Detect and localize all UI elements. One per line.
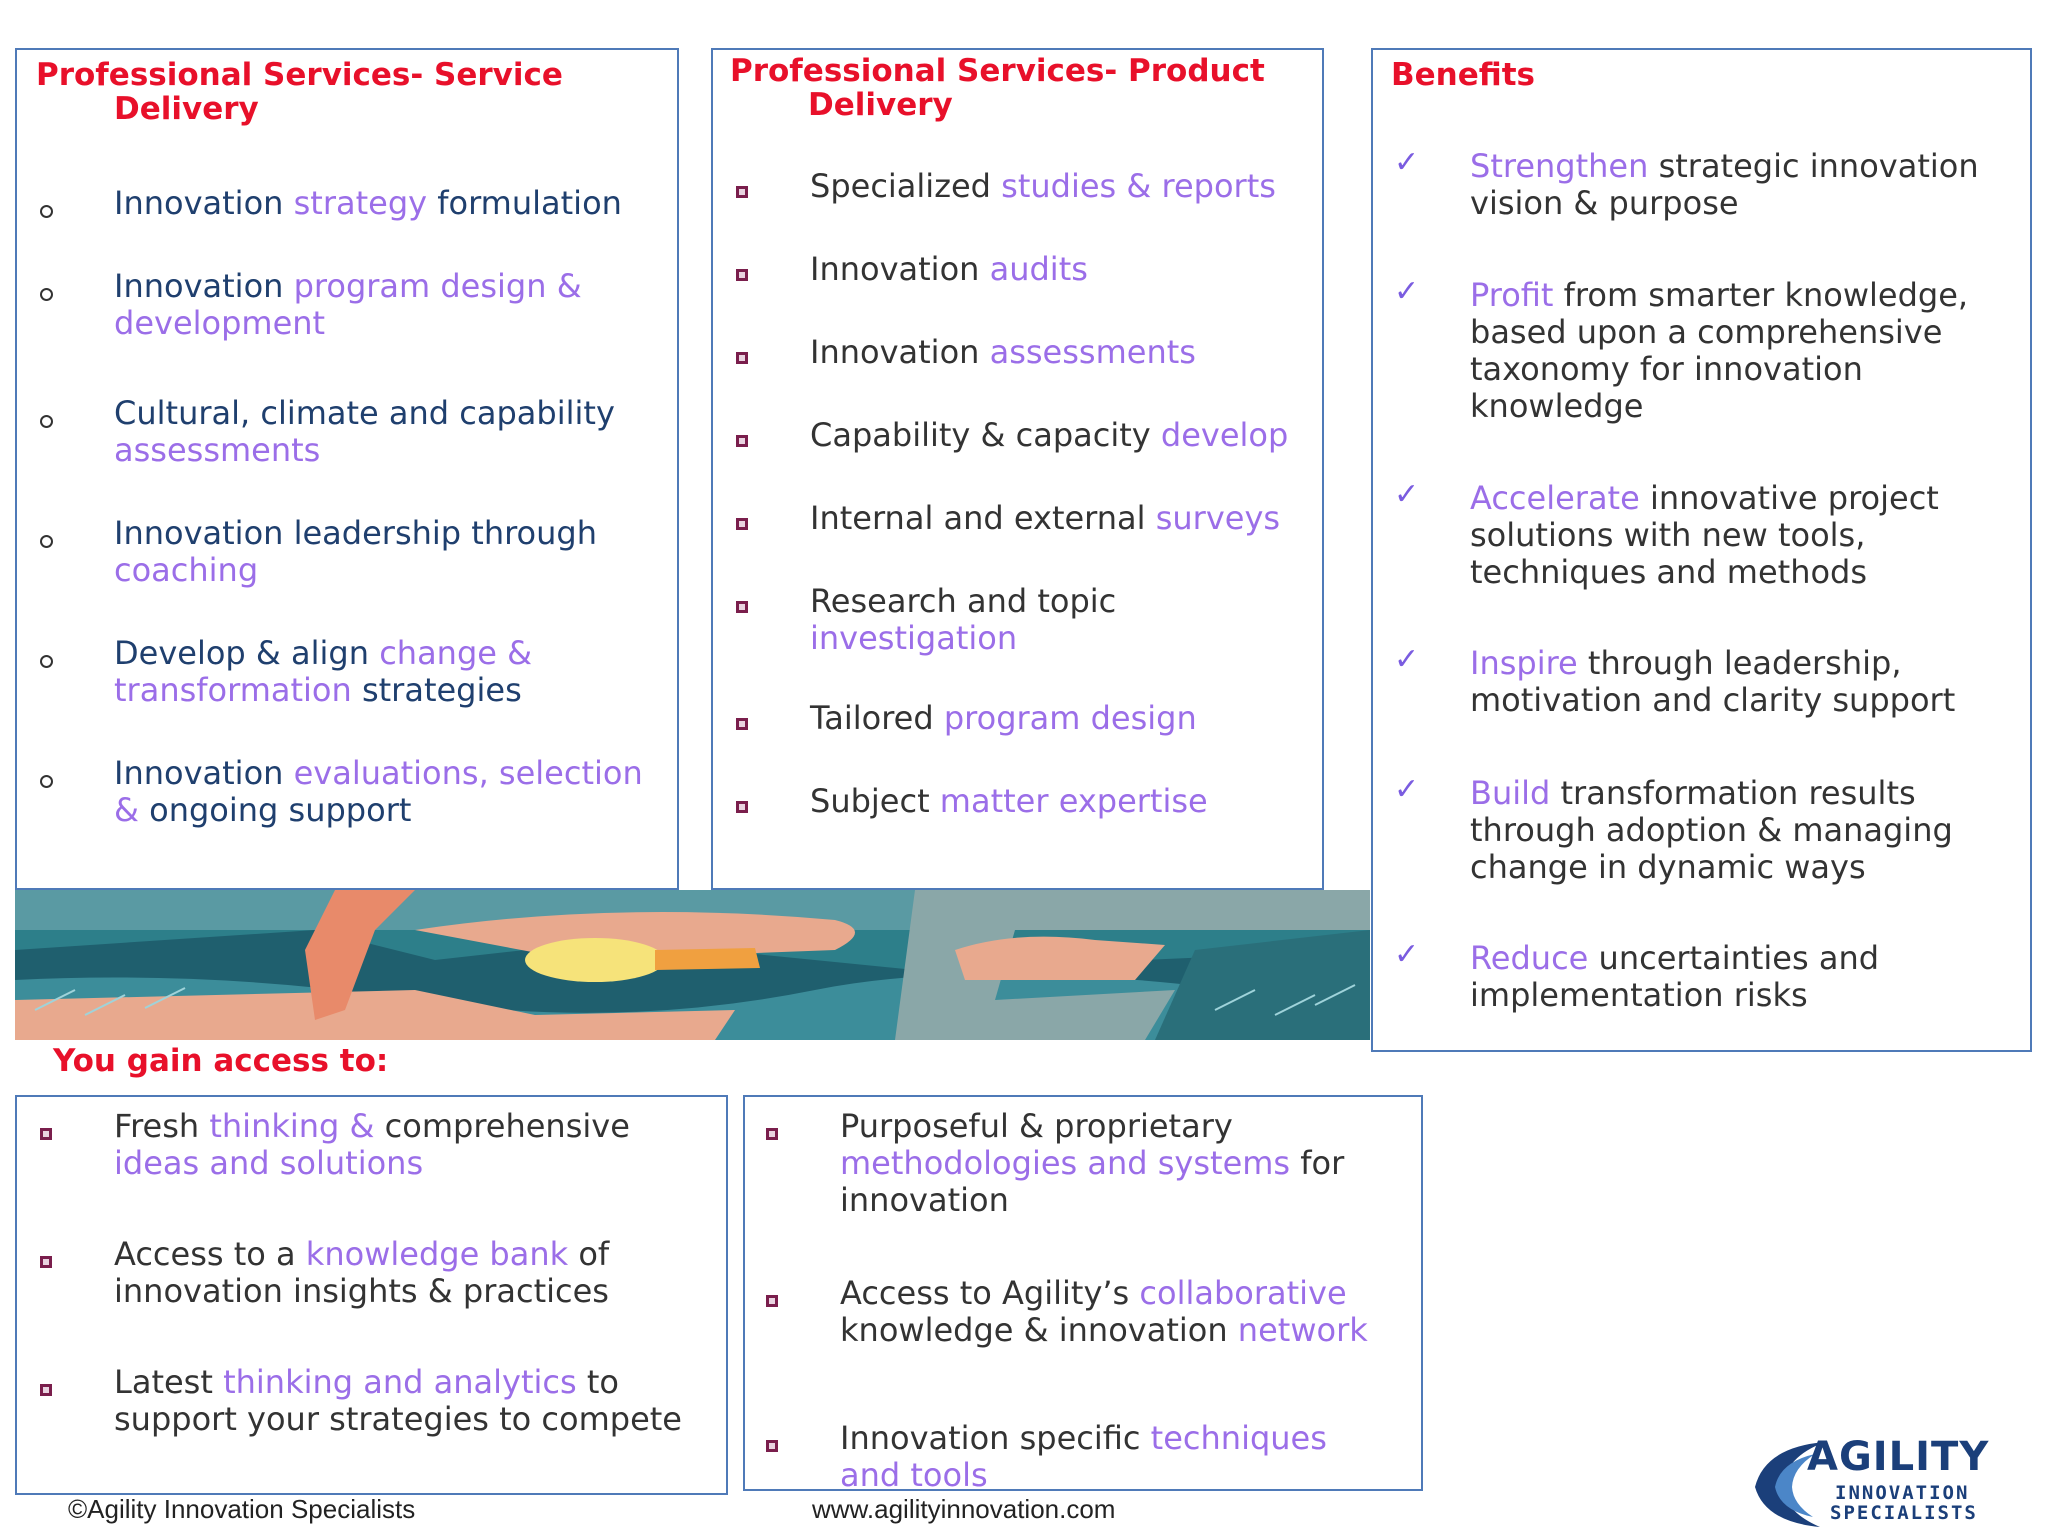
text-line bbox=[840, 1420, 1327, 1457]
highlight-text: program design bbox=[943, 699, 1197, 737]
product-delivery-item bbox=[810, 168, 1276, 205]
text-line bbox=[810, 500, 1280, 537]
text-line bbox=[1470, 775, 1953, 812]
checkmark-icon: ✓ bbox=[1394, 145, 1420, 180]
highlight-text: matter expertise bbox=[939, 782, 1208, 820]
service-delivery-item bbox=[114, 185, 622, 222]
highlight-text: techniques bbox=[1150, 1419, 1327, 1457]
text-line bbox=[114, 635, 532, 672]
bullet-square-icon bbox=[736, 435, 748, 447]
text-line bbox=[1470, 940, 1879, 977]
benefits-title: Benefits bbox=[1391, 57, 1535, 93]
text-line bbox=[114, 1401, 682, 1438]
text-line bbox=[1470, 517, 1939, 554]
bullet-circle-icon bbox=[40, 415, 53, 428]
text: Purposeful & proprietary bbox=[840, 1107, 1233, 1145]
text-line bbox=[114, 515, 597, 552]
bullet-square-icon bbox=[736, 801, 748, 813]
highlight-text: assessments bbox=[989, 333, 1196, 371]
highlight-text: change & bbox=[379, 634, 533, 672]
text: knowledge & innovation bbox=[840, 1311, 1238, 1349]
agility-logo bbox=[1745, 1432, 1990, 1532]
benefit-item bbox=[1470, 277, 1968, 425]
highlight-text: Build bbox=[1470, 774, 1551, 812]
bullet-square-icon bbox=[766, 1440, 778, 1452]
highlight-text: strategy bbox=[293, 184, 428, 222]
bullet-circle-icon bbox=[40, 288, 53, 301]
text-line bbox=[840, 1275, 1368, 1312]
text: uncertainties and bbox=[1588, 939, 1880, 977]
highlight-text: coaching bbox=[114, 551, 259, 589]
checkmark-icon: ✓ bbox=[1394, 642, 1420, 677]
footer-copyright: ©Agility Innovation Specialists bbox=[68, 1494, 416, 1524]
text-line bbox=[114, 755, 643, 792]
text-line bbox=[1470, 812, 1953, 849]
text: strategic innovation bbox=[1648, 147, 1979, 185]
bullet-square-icon bbox=[736, 352, 748, 364]
text: transformation results bbox=[1550, 774, 1916, 812]
text-line bbox=[114, 552, 597, 589]
text: taxonomy for innovation bbox=[1470, 350, 1863, 388]
text: comprehensive bbox=[374, 1107, 630, 1145]
highlight-text: studies & reports bbox=[1001, 167, 1276, 205]
text: strategies bbox=[351, 671, 522, 709]
access-left-item bbox=[114, 1364, 682, 1438]
highlight-text: thinking & bbox=[209, 1107, 375, 1145]
text-line bbox=[840, 1108, 1344, 1145]
text: Specialized bbox=[810, 167, 1002, 205]
text-line bbox=[1470, 480, 1939, 517]
product-delivery-item bbox=[810, 583, 1116, 657]
text: Innovation leadership through bbox=[114, 514, 597, 552]
benefit-item bbox=[1470, 940, 1879, 1014]
checkmark-icon: ✓ bbox=[1394, 772, 1420, 807]
access-right-item bbox=[840, 1275, 1368, 1349]
text: Capability & capacity bbox=[810, 416, 1161, 454]
bullet-square-icon bbox=[736, 269, 748, 281]
service-delivery-item bbox=[114, 755, 643, 829]
footer-website[interactable]: www.agilityinnovation.com bbox=[812, 1494, 1116, 1524]
text: Develop & align bbox=[114, 634, 380, 672]
highlight-text: Profit bbox=[1470, 276, 1554, 314]
text: Access to a bbox=[114, 1235, 306, 1273]
checkmark-icon: ✓ bbox=[1394, 274, 1420, 309]
access-right-item bbox=[840, 1420, 1327, 1494]
text-line bbox=[114, 672, 532, 709]
text: for bbox=[1290, 1144, 1345, 1182]
highlight-text: and tools bbox=[840, 1456, 988, 1494]
text-line bbox=[1470, 185, 1979, 222]
text: Innovation bbox=[114, 267, 294, 305]
highlight-text: thinking and analytics bbox=[223, 1363, 577, 1401]
bullet-circle-icon bbox=[40, 205, 53, 218]
benefit-item bbox=[1470, 775, 1953, 886]
text: Innovation bbox=[114, 754, 294, 792]
text: through adoption & managing bbox=[1470, 811, 1953, 849]
text: implementation risks bbox=[1470, 976, 1808, 1014]
text: Access to Agility’s bbox=[840, 1274, 1140, 1312]
benefit-item bbox=[1470, 148, 1979, 222]
highlight-text: develop bbox=[1160, 416, 1289, 454]
text-line bbox=[1470, 388, 1968, 425]
logo-word-specialists: SPECIALISTS bbox=[1830, 1502, 1978, 1524]
text-line bbox=[1470, 554, 1939, 591]
text-line bbox=[114, 432, 615, 469]
text-line bbox=[1470, 977, 1879, 1014]
text: change in dynamic ways bbox=[1470, 848, 1866, 886]
text-line bbox=[114, 1364, 682, 1401]
service-delivery-item bbox=[114, 635, 532, 709]
text-line bbox=[810, 783, 1208, 820]
highlight-text: evaluations, selection bbox=[293, 754, 643, 792]
text: ongoing support bbox=[138, 791, 412, 829]
access-left-item bbox=[114, 1108, 630, 1182]
bullet-circle-icon bbox=[40, 655, 53, 668]
product-delivery-item bbox=[810, 700, 1197, 737]
highlight-text: Accelerate bbox=[1470, 479, 1640, 517]
text: of bbox=[568, 1235, 610, 1273]
highlight-text: ideas and solutions bbox=[114, 1144, 424, 1182]
text-line bbox=[1470, 148, 1979, 185]
service-delivery-title: Professional Services- Service Delivery bbox=[36, 57, 563, 127]
service-delivery-item bbox=[114, 515, 597, 589]
highlight-text: & bbox=[114, 791, 139, 829]
text-line bbox=[1470, 645, 1955, 682]
text-line bbox=[810, 334, 1196, 371]
text-line bbox=[810, 700, 1197, 737]
service-delivery-item bbox=[114, 268, 582, 342]
text: formulation bbox=[427, 184, 622, 222]
benefit-item bbox=[1470, 645, 1955, 719]
text-line bbox=[114, 1236, 609, 1273]
bullet-circle-icon bbox=[40, 535, 53, 548]
highlight-text: network bbox=[1237, 1311, 1368, 1349]
text-line bbox=[840, 1145, 1344, 1182]
text-line bbox=[114, 268, 582, 305]
highlight-text: collaborative bbox=[1139, 1274, 1347, 1312]
text: to bbox=[576, 1363, 619, 1401]
text: Latest bbox=[114, 1363, 224, 1401]
bullet-square-icon bbox=[736, 518, 748, 530]
text: solutions with new tools, bbox=[1470, 516, 1866, 554]
service-delivery-item bbox=[114, 395, 615, 469]
text: from smarter knowledge, bbox=[1553, 276, 1969, 314]
highlight-text: assessments bbox=[114, 431, 321, 469]
text: Innovation specific bbox=[840, 1419, 1151, 1457]
text: based upon a comprehensive bbox=[1470, 313, 1943, 351]
access-title: You gain access to: bbox=[53, 1043, 389, 1079]
text-line bbox=[1470, 682, 1955, 719]
text-line bbox=[810, 620, 1116, 657]
access-right-item bbox=[840, 1108, 1344, 1219]
highlight-text: methodologies and systems bbox=[840, 1144, 1291, 1182]
text-line bbox=[810, 168, 1276, 205]
bullet-square-icon bbox=[766, 1128, 778, 1140]
text: Research and topic bbox=[810, 582, 1117, 620]
text-line bbox=[114, 1108, 630, 1145]
highlight-text: Inspire bbox=[1470, 644, 1578, 682]
product-delivery-title: Professional Services- Product Delivery bbox=[730, 53, 1265, 123]
bullet-square-icon bbox=[766, 1295, 778, 1307]
text-line bbox=[114, 792, 643, 829]
text: innovative project bbox=[1639, 479, 1939, 517]
highlight-text: transformation bbox=[114, 671, 352, 709]
highlight-text: development bbox=[114, 304, 326, 342]
text-line bbox=[1470, 314, 1968, 351]
text-line bbox=[840, 1457, 1327, 1494]
text-line bbox=[810, 417, 1288, 454]
benefit-item bbox=[1470, 480, 1939, 591]
text-line bbox=[1470, 351, 1968, 388]
bullet-square-icon bbox=[40, 1128, 52, 1140]
text-line bbox=[114, 1145, 630, 1182]
text: Subject bbox=[810, 782, 940, 820]
highlight-text: audits bbox=[989, 250, 1088, 288]
bullet-circle-icon bbox=[40, 775, 53, 788]
product-delivery-item bbox=[810, 334, 1196, 371]
highlight-text: knowledge bank bbox=[305, 1235, 569, 1273]
bullet-square-icon bbox=[40, 1384, 52, 1396]
highlight-text: Reduce bbox=[1470, 939, 1589, 977]
text: support your strategies to compete bbox=[114, 1400, 682, 1438]
highlight-text: Strengthen bbox=[1470, 147, 1649, 185]
text-line bbox=[114, 1273, 609, 1310]
bullet-square-icon bbox=[736, 718, 748, 730]
text: vision & purpose bbox=[1470, 184, 1739, 222]
text-line bbox=[1470, 277, 1968, 314]
product-delivery-item bbox=[810, 500, 1280, 537]
text: Innovation bbox=[810, 250, 990, 288]
text-line bbox=[810, 251, 1088, 288]
text: Internal and external bbox=[810, 499, 1156, 537]
text: through leadership, bbox=[1577, 644, 1902, 682]
highlight-text: investigation bbox=[810, 619, 1018, 657]
highlight-text: surveys bbox=[1155, 499, 1281, 537]
text: techniques and methods bbox=[1470, 553, 1868, 591]
logo-word-agility: AGILITY bbox=[1807, 1434, 1990, 1480]
bullet-square-icon bbox=[736, 601, 748, 613]
product-delivery-item bbox=[810, 251, 1088, 288]
text: Innovation bbox=[114, 184, 294, 222]
text: Fresh bbox=[114, 1107, 210, 1145]
text: Innovation bbox=[810, 333, 990, 371]
text: knowledge bbox=[1470, 387, 1644, 425]
bullet-square-icon bbox=[736, 186, 748, 198]
checkmark-icon: ✓ bbox=[1394, 477, 1420, 512]
text-line bbox=[114, 305, 582, 342]
text-line bbox=[840, 1312, 1368, 1349]
bullet-square-icon bbox=[40, 1256, 52, 1268]
logo-word-innovation: INNOVATION bbox=[1835, 1482, 1970, 1504]
checkmark-icon: ✓ bbox=[1394, 937, 1420, 972]
text: innovation insights & practices bbox=[114, 1272, 609, 1310]
text: Cultural, climate and capability bbox=[114, 394, 615, 432]
text: Tailored bbox=[810, 699, 944, 737]
highlight-text: program design & bbox=[293, 267, 582, 305]
product-delivery-item bbox=[810, 417, 1288, 454]
innovation-lightbulb-illustration bbox=[15, 890, 1370, 1040]
text-line bbox=[840, 1182, 1344, 1219]
text-line bbox=[114, 395, 615, 432]
access-left-item bbox=[114, 1236, 609, 1310]
text: motivation and clarity support bbox=[1470, 681, 1956, 719]
text-line bbox=[114, 185, 622, 222]
product-delivery-item bbox=[810, 783, 1208, 820]
text: innovation bbox=[840, 1181, 1009, 1219]
text-line bbox=[1470, 849, 1953, 886]
text-line bbox=[810, 583, 1116, 620]
